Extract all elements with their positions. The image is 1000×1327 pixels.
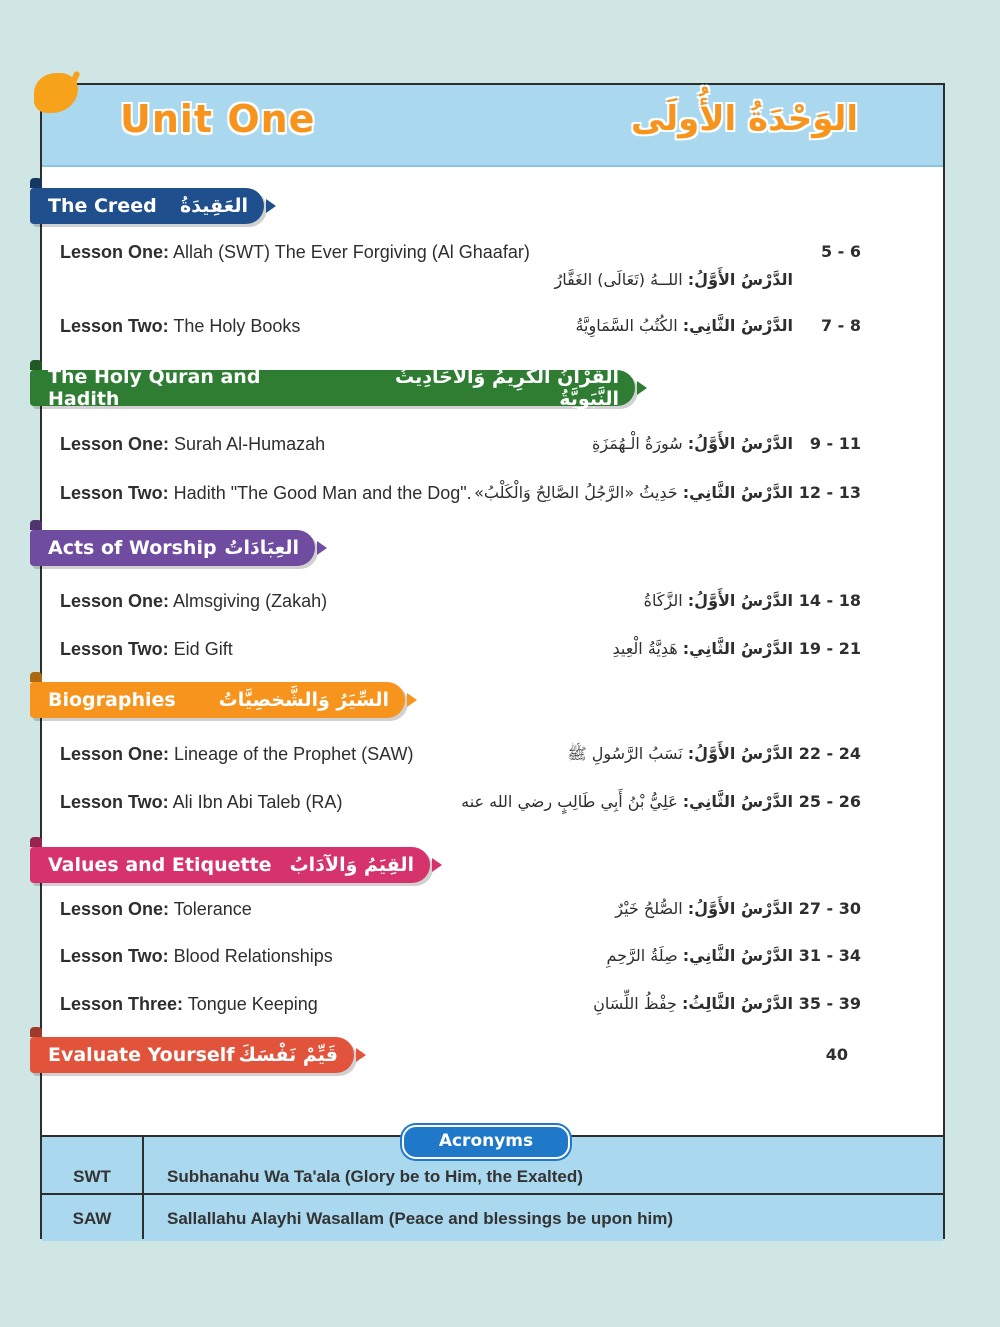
table-row — [42, 1197, 943, 1240]
section-values[interactable] — [30, 847, 430, 883]
corner-spark — [69, 70, 80, 85]
lesson-pages: 25 - 26 — [798, 792, 861, 811]
lesson-pages: 40 — [825, 1045, 848, 1064]
lesson-title-ar: الدَّرْسُ الأَوَّلُ: اللــهُ (تَعَالَى) الغَفَّارُ — [554, 270, 793, 289]
lesson-pages: 5 - 6 — [820, 242, 861, 261]
acronym-key: SWT — [73, 1167, 111, 1186]
section-title-en: The Holy Quran and Hadith — [48, 366, 261, 410]
lesson-pages: 19 - 21 — [798, 639, 861, 658]
lesson-title-en: Lesson One: Allah (SWT) The Ever Forgiving (Al Ghaafar) — [60, 242, 530, 262]
table-row — [42, 1155, 943, 1198]
section-arrow-icon — [317, 541, 327, 555]
lesson-pages: 7 - 8 — [820, 316, 861, 335]
section-arrow-icon — [266, 199, 276, 213]
acronym-value: Sallallahu Alayhi Wasallam (Peace and blessings be upon him) — [167, 1209, 674, 1228]
acronym-key: SAW — [72, 1209, 112, 1228]
section-evaluate[interactable] — [30, 1037, 354, 1073]
lesson-title-ar: الدَّرْسُ الثَّانِي: هَدِيَّةُ الْعِيدِ — [612, 639, 793, 658]
lesson-pages: 35 - 39 — [798, 994, 861, 1013]
lesson-title-en: Lesson One: Lineage of the Prophet (SAW) — [60, 744, 414, 764]
section-title-ar: السِّيَرُ وَالشَّخصِيَّاتُ — [218, 689, 389, 711]
section-arrow-icon — [637, 381, 647, 395]
section-title-ar: العِبَادَاتُ — [224, 537, 299, 559]
lesson-title-ar: الدَّرْسُ الأَوَّلُ: الصُّلحُ خَيْرٌ — [615, 899, 793, 918]
lesson-title-ar: الدَّرْسُ الثَّانِي: صِلَةُ الرَّحِمِ — [606, 946, 793, 965]
lesson-pages: 14 - 18 — [798, 591, 861, 610]
section-worship[interactable] — [30, 530, 315, 566]
lesson-title-ar: الدَّرْسُ الثَّانِي: الكُتُبُ السَّمَاوِيَّةُ — [575, 316, 793, 335]
lesson-title-ar: الدَّرْسُ الأَوَّلُ: الزَّكَاةُ — [643, 591, 793, 610]
unit-title-en: Unit One — [120, 97, 316, 141]
lesson-pages: 31 - 34 — [798, 946, 861, 965]
lesson-pages: 12 - 13 — [798, 483, 861, 502]
section-arrow-icon — [356, 1048, 366, 1062]
lesson-pages: 27 - 30 — [798, 899, 861, 918]
lesson-title-ar: الدَّرْسُ الثَّانِي: عَلِيُّ بْنُ أَبِي طَالِبٍ رضي الله عنه — [461, 792, 793, 811]
lesson-title-ar: الدَّرْسُ الثَّالِثُ: حِفْظُ اللِّسَانِ — [593, 994, 793, 1013]
acronyms-title: Acronyms — [402, 1125, 570, 1159]
section-title-ar: القِيَمُ وَالآدَابُ — [289, 854, 414, 876]
section-title-en: Acts of Worship — [48, 537, 217, 559]
lesson-title-en: Lesson Two: The Holy Books — [60, 316, 301, 336]
section-title-en: Values and Etiquette — [48, 854, 272, 876]
lesson-title-en: Lesson Two: Ali Ibn Abi Taleb (RA) — [60, 792, 343, 812]
section-creed[interactable] — [30, 188, 264, 224]
section-arrow-icon — [407, 693, 417, 707]
section-title-ar: قَيِّمْ نَفْسَكَ — [238, 1044, 338, 1066]
acronym-value: Subhanahu Wa Ta'ala (Glory be to Him, the Exalted) — [167, 1167, 583, 1186]
lesson-title-en: Lesson One: Almsgiving (Zakah) — [60, 591, 328, 611]
lesson-title-en: Lesson Two: Blood Relationships — [60, 946, 333, 966]
lesson-title-en: Lesson Three: Tongue Keeping — [60, 994, 318, 1014]
section-arrow-icon — [432, 858, 442, 872]
section-quran-hadith[interactable] — [30, 366, 635, 410]
section-title-en: Biographies — [48, 689, 176, 711]
lesson-title-en: Lesson Two: Eid Gift — [60, 639, 233, 659]
lesson-title-ar: الدَّرْسُ الأَوَّلُ: سُورَةُ الْـهُمَزَةِ — [591, 434, 793, 453]
contents-page — [40, 83, 945, 1239]
lesson-title-en: Lesson One: Surah Al-Humazah — [60, 434, 326, 454]
section-title-ar: العَقِيدَةُ — [180, 195, 248, 217]
lesson-title-ar: الدَّرْسُ الأَوَّلُ: نَسَبُ الرَّسُولِ ﷺ — [567, 744, 793, 763]
lesson-title-ar: الدَّرْسُ الثَّانِي: حَدِيثُ «الرَّجُلُ الصَّالِحُ وَالْكَلْبُ» — [474, 483, 793, 502]
lesson-title-en: Lesson Two: Hadith "The Good Man and the Dog". — [60, 483, 472, 503]
lesson-title-en: Lesson One: Tolerance — [60, 899, 252, 919]
unit-header — [42, 85, 943, 167]
section-title-en: Evaluate Yourself — [48, 1044, 235, 1066]
section-title-en: The Creed — [48, 195, 157, 217]
section-biographies[interactable] — [30, 682, 405, 718]
section-title-ar: القُرْآنُ الكَرِيمُ وَالأَحَادِيثُ النَّبَوِيَّةُ — [395, 366, 619, 410]
unit-title-ar: الوَحْدَةُ الأُولَى — [630, 99, 858, 139]
lesson-pages: 22 - 24 — [798, 744, 861, 763]
lesson-pages: 9 - 11 — [809, 434, 861, 453]
